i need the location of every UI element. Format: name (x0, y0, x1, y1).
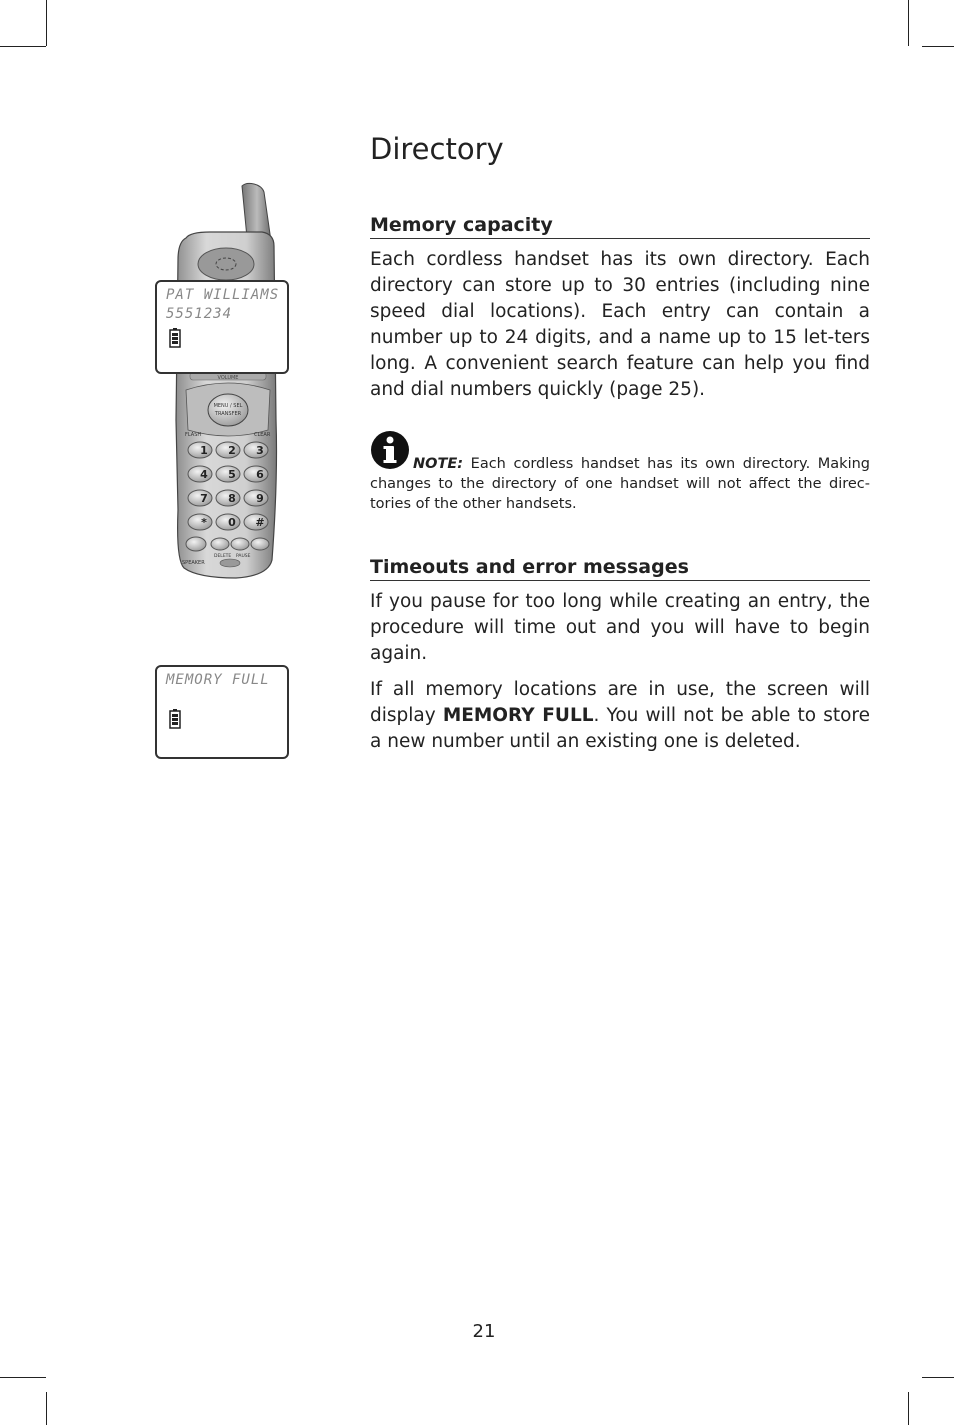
transfer-label: TRANSFER (214, 411, 242, 417)
volume-label: VOLUME (217, 375, 239, 381)
menu-sel-label: MENU / SEL (213, 403, 243, 409)
page-number: 21 (472, 1321, 496, 1342)
lcd-number-line: 5551234 (166, 306, 233, 322)
delete-label: DELETE (214, 554, 232, 559)
crop-mark (922, 46, 954, 47)
pause-label: PAUSE (236, 554, 251, 559)
key-label: 6 (256, 468, 264, 481)
lcd-name-line: PAT WILLIAMS (166, 287, 280, 303)
cordless-handset-illustration (150, 180, 290, 580)
timeouts-heading: Timeouts and error messages (370, 556, 870, 581)
timeouts-section (370, 556, 870, 755)
flash-label: FLASH (185, 432, 202, 438)
timeouts-paragraph-1: If you pause for too long while creating an entry, the procedure will time out and you will have to begin again. (370, 591, 870, 664)
battery-icon (169, 328, 181, 348)
memory-full-lcd-display (155, 665, 289, 759)
crop-mark (46, 0, 47, 46)
crop-mark (908, 0, 909, 46)
key-label: 7 (200, 492, 208, 505)
crop-mark (922, 1377, 954, 1378)
crop-mark (0, 1377, 46, 1378)
timeouts-paragraph-2 (370, 677, 870, 755)
key-label: # (255, 516, 265, 529)
crop-mark (46, 1392, 47, 1425)
clear-label: CLEAR (254, 432, 271, 438)
timeouts-paragraph-2-text: If all memory locations are in use, the screen will display (370, 679, 870, 726)
memory-full-term: MEMORY FULL (442, 705, 594, 726)
info-icon (370, 430, 410, 470)
speaker-label: SPEAKER (182, 560, 205, 566)
timeouts-paragraph-2-text-end: . You will not be able to store a new number until an existing one is deleted. (370, 705, 870, 752)
key-label: 1 (200, 444, 208, 457)
memory-capacity-paragraph: Each cordless handset has its own directory. Each directory can store up to 30 entries (including nine speed dial locations). Each entry can contain a number up to 24 digits, and a name up to 15 let-ters long. A convenient search feature can help you find and dial numbers quickly (page 25). (370, 249, 870, 400)
note-label: NOTE: (413, 456, 464, 472)
key-label: 2 (228, 444, 236, 457)
note-block (370, 430, 870, 514)
page-title: Directory (370, 132, 504, 166)
key-label: 5 (228, 468, 236, 481)
memory-capacity-heading: Memory capacity (370, 214, 870, 239)
key-label: 4 (200, 468, 208, 481)
key-label: * (201, 516, 207, 529)
key-label: 3 (256, 444, 264, 457)
key-label: 8 (228, 492, 236, 505)
key-label: 9 (256, 492, 264, 505)
key-label: 0 (228, 516, 236, 529)
note-text: Each cordless handset has its own directory. Making changes to the directory of one handset will not affect the direc-tories of the other handsets. (370, 456, 870, 512)
lcd-memory-full-line: MEMORY FULL (166, 672, 270, 688)
battery-icon (169, 709, 181, 729)
crop-mark (908, 1392, 909, 1425)
crop-mark (0, 46, 46, 47)
memory-capacity-section (370, 214, 870, 403)
handset-lcd-display (155, 280, 289, 374)
